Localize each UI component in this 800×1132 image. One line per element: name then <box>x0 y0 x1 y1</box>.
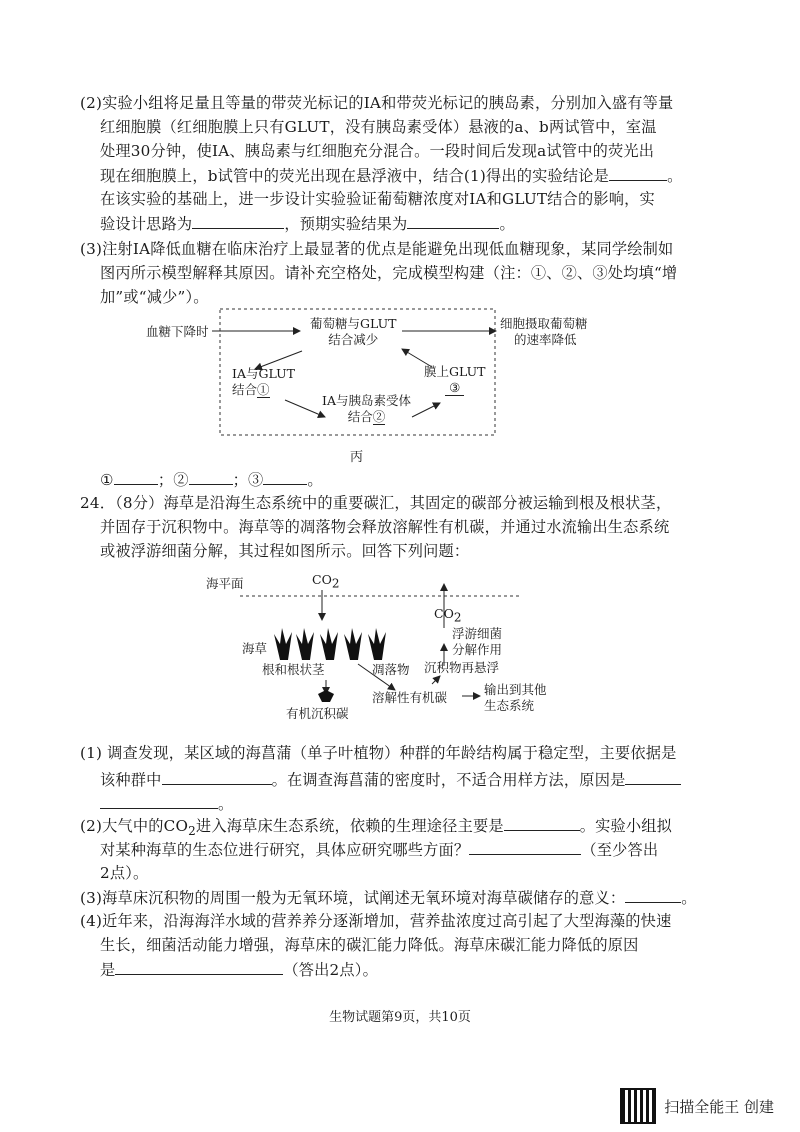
fig-sea-level: 海平面 <box>206 576 244 591</box>
diagram-right-node: 膜上GLUT ③ <box>424 364 486 395</box>
scanner-text: 扫描全能王 创建 <box>664 1097 774 1116</box>
answer-blank[interactable] <box>162 768 272 785</box>
answer-blank[interactable] <box>407 212 499 229</box>
diagram-left-node: IA与GLUT 结合① <box>232 366 295 397</box>
q24-p4-line2: 生长，细菌活动能力增强，海草床的碳汇能力降低。海草床碳汇能力降低的原因 <box>100 936 639 954</box>
seagrass-plants <box>274 628 386 660</box>
diagram-right-label: 细胞摄取葡萄糖 的速率降低 <box>500 316 588 347</box>
q23-p3-line1: (3)注射IA降低血糖在临床治疗上最显著的优点是能避免出现低血糖现象，某同学绘制如 <box>80 240 674 258</box>
q23-p2-line1: (2)实验小组将足量且等量的带荧光标记的IA和带荧光标记的胰岛素，分别加入盛有等量 <box>80 94 674 112</box>
diagram-bottom-node: IA与胰岛素受体 结合② <box>322 393 411 424</box>
q23-p2-line2: 红细胞膜（红细胞膜上只有GLUT，没有胰岛素受体）悬液的a、b两试管中，室温 <box>100 118 657 136</box>
q23-p2-line4-text: 现在细胞膜上，b试管中的荧光出现在悬浮液中，结合(1)得出的实验结论是 <box>100 167 610 185</box>
q24-p4-line3: 是 （答出2点）。 <box>100 958 378 981</box>
qr-code-icon <box>620 1088 656 1124</box>
answer-blank[interactable] <box>192 212 284 229</box>
scanner-watermark <box>620 1088 774 1124</box>
q24-p2-line1: (2)大气中的$CO_2$进入海草床生态系统，依赖的生理途径主要是 。实验小组拟 <box>80 814 672 842</box>
answer-blank[interactable] <box>100 792 218 809</box>
q24-intro-line3: 或被浮游细菌分解，其过程如图所示。回答下列问题： <box>100 542 470 560</box>
answer-blank[interactable] <box>625 886 681 903</box>
answer-blank-3[interactable] <box>263 468 307 485</box>
mark-1: ① <box>257 382 270 397</box>
fig-sediment: 有机沉积碳 <box>286 706 349 721</box>
q24-p2-line3: 2点）。 <box>100 864 149 882</box>
q24-p2-line2: 对某种海草的生态位进行研究，具体应研究哪些方面？ （至少答出 <box>100 838 658 861</box>
fig-co2-right: $CO_2$ <box>434 606 462 625</box>
q24-p1-line2: 该种群中 。在调查海菖蒲的密度时，不适合用样方法，原因是 <box>100 768 681 791</box>
q24-p1-line3: 。 <box>100 792 233 815</box>
q24-intro-line2: 并固存于沉积物中。海草等的凋落物会释放溶解性有机碳，并通过水流输出生态系统 <box>100 518 670 536</box>
fig-bacteria: 浮游细菌 分解作用 <box>452 626 503 657</box>
answer-blank-1[interactable] <box>114 468 158 485</box>
arrow-left-node-to-bottom <box>285 400 325 417</box>
diagram-left-label: 血糖下降时 <box>146 324 209 339</box>
q23-p2-line5: 在该实验的基础上，进一步设计实验验证葡萄糖浓度对IA和GLUT结合的影响，实 <box>100 190 655 208</box>
q23-p2-line6: 验设计思路为 ，预期实验结果为 。 <box>100 212 515 235</box>
q23-p3-answers: ① ；② ；③ 。 <box>100 468 323 491</box>
q24-p3-line: (3)海草床沉积物的周围一般为无氧环境，试阐述无氧环境对海草碳储存的意义： 。 <box>80 886 697 909</box>
q23-p3-line3: 加”或“减少”）。 <box>100 288 209 306</box>
q24-p1-line1: (1) 调查发现，某区域的海菖蒲（单子叶植物）种群的年龄结构属于稳定型，主要依据是 <box>80 744 677 762</box>
page-footer: 生物试题第9页，共10页 <box>329 1010 471 1025</box>
fig-seagrass: 海草 <box>242 641 268 656</box>
resuspend-arrow <box>432 676 440 684</box>
q23-p2-line3: 处理30分钟，使IA、胰岛素与红细胞充分混合。一段时间后发现a试管中的荧光出 <box>100 142 655 160</box>
answer-blank[interactable] <box>504 814 580 831</box>
q23-p3-line2: 图丙所示模型解释其原因。请补充空格处，完成模型构建（注：①、②、③处均填“增 <box>100 264 678 282</box>
answer-blank[interactable] <box>625 768 681 785</box>
answer-blank-2[interactable] <box>189 468 233 485</box>
answer-blank[interactable] <box>469 838 581 855</box>
fig-resuspend: 沉积物再悬浮 <box>424 660 500 675</box>
mark-2: ② <box>372 409 386 424</box>
answer-blank[interactable] <box>609 164 667 181</box>
mark-3: ③ <box>445 380 464 396</box>
diagram-top-box: 葡萄糖与GLUT 结合减少 <box>310 316 397 347</box>
q24-intro-line1: 24．（8分）海草是沿海生态系统中的重要碳汇，其固定的碳部分被运输到根及根状茎， <box>80 494 672 512</box>
q24-p4-line1: (4)近年来，沿海海洋水域的营养养分逐渐增加，营养盐浓度过高引起了大型海藻的快速 <box>80 912 672 930</box>
q23-p2-line4: 现在细胞膜上，b试管中的荧光出现在悬浮液中，结合(1)得出的实验结论是 。 <box>100 164 682 187</box>
sediment-shape <box>318 690 334 702</box>
q23-p2-line6-text: 验设计思路为 <box>100 215 193 233</box>
q23-p2-line6-text2: ，预期实验结果为 <box>284 215 408 233</box>
fig-doc: 溶解性有机碳 <box>372 690 448 705</box>
fig-export: 输出到其他 生态系统 <box>484 682 547 713</box>
diagram-caption: 丙 <box>350 450 364 465</box>
arrow-bottom-to-right-node <box>412 403 440 417</box>
answer-blank[interactable] <box>115 958 283 975</box>
fig-co2-top: $CO_2$ <box>312 572 340 591</box>
fig-litter: 凋落物 <box>372 662 410 677</box>
fig-roots: 根和根状茎 <box>262 662 325 677</box>
